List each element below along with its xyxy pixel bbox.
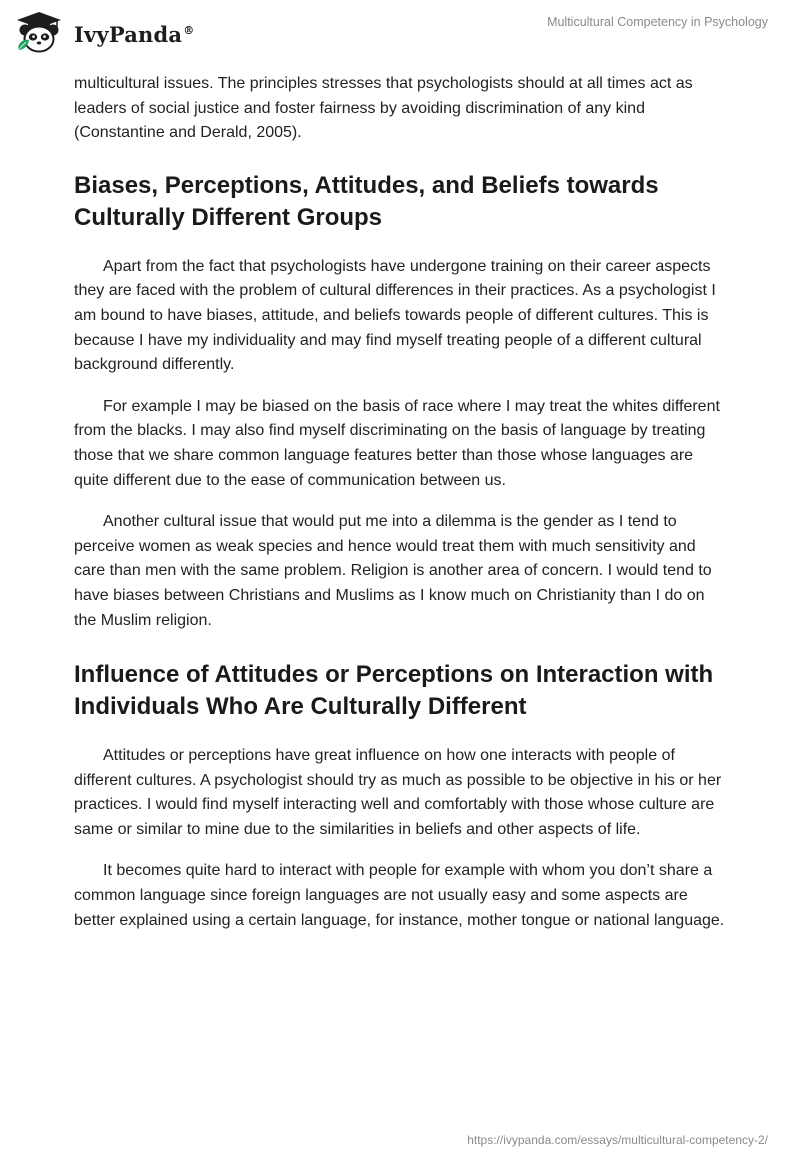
page-header: [0, 0, 800, 64]
paragraph: Apart from the fact that psychologists have undergone training on their career aspects they are faced with the problem of cultural differences in their practices. As a psychologist I am bound to have biases, attitude, and beliefs towards people of different cultures. This is because I have my individuality and may find myself treating people of a different cultural background differently.: [74, 257, 716, 374]
ivypanda-logo[interactable]: [14, 10, 194, 54]
document-title: Multicultural Competency in Psychology: [547, 15, 768, 29]
intro-paragraph: multicultural issues. The principles stresses that psychologists should at all times act as leaders of social justice and foster fairness by avoiding discrimination of any kind (Constantine and Derald, 2005).: [74, 75, 693, 142]
paragraph: Attitudes or perceptions have great influence on how one interacts with people of different cultures. A psychologist should try as much as possible to be objective in his or her practices. I would find myself interacting well and comfortably with those whose culture are same or similar to mine due to the similarities in beliefs and other aspects of life.: [74, 747, 722, 838]
source-url-link[interactable]: https://ivypanda.com/essays/multicultural-competency-2/: [467, 1133, 768, 1147]
paragraph: For example I may be biased on the basis of race where I may treat the whites different from the blacks. I may also find myself discriminating on the basis of language by treating those that we share common language features better than those whose languages are quite different due to the ease of communication between us.: [74, 397, 720, 489]
article-body: [74, 72, 726, 933]
panda-graduate-icon: [14, 10, 64, 54]
brand-name: IvyPanda®: [74, 21, 195, 47]
section-heading-biases: Biases, Perceptions, Attitudes, and Beliefs towards Culturally Different Groups: [74, 171, 659, 231]
section-heading-influence: Influence of Attitudes or Perceptions on Interaction with Individuals Who Are Culturally Different: [74, 661, 714, 721]
registered-mark: ®: [183, 23, 195, 37]
paragraph: Another cultural issue that would put me into a dilemma is the gender as I tend to perceive women as weak species and hence would treat them with much sensitivity and care than men with the same problem. Religion is another area of concern. I would tend to have biases between Christians and Muslims as I know much on Christianity than I do on the Muslim religion.: [74, 513, 712, 629]
paragraph: It becomes quite hard to interact with people for example with whom you don’t share a common language since foreign languages are not usually easy and some aspects are better explained using a certain language, for instance, mother tongue or national language.: [74, 862, 725, 929]
